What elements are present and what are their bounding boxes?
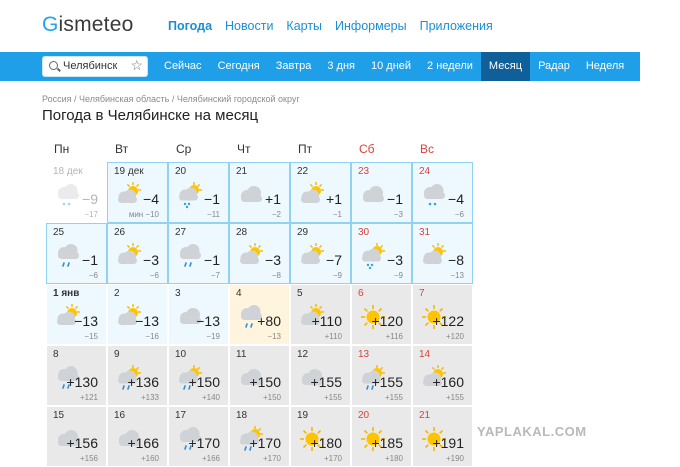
sun-snow-icon <box>358 241 388 271</box>
min-temperature: +133 <box>140 393 159 402</box>
max-temperature: +120 <box>371 313 403 329</box>
calendar-day-cell[interactable] <box>107 162 168 223</box>
min-temperature: −9 <box>393 271 403 280</box>
tab-now[interactable]: Сейчас <box>164 60 202 72</box>
day-date: 16 <box>114 410 126 421</box>
min-temperature: −2 <box>271 210 281 219</box>
max-temperature: +191 <box>432 435 464 451</box>
day-date: 12 <box>297 349 309 360</box>
day-date: 13 <box>358 349 370 360</box>
sun-cloud-icon <box>419 241 449 271</box>
min-temperature: −8 <box>271 271 281 280</box>
calendar-day-cell[interactable] <box>290 223 351 284</box>
favorite-star-icon[interactable]: ☆ <box>130 57 143 73</box>
day-date: 21 <box>236 166 248 177</box>
day-date: 5 <box>297 288 303 299</box>
min-temperature: −16 <box>145 332 159 341</box>
day-date: 21 <box>419 410 431 421</box>
day-date: 18 <box>236 410 248 421</box>
day-date: 8 <box>53 349 59 360</box>
day-date: 28 <box>236 227 248 238</box>
forecast-toolbar <box>0 52 673 81</box>
day-date: 27 <box>175 227 187 238</box>
max-temperature: +136 <box>127 374 159 390</box>
tab-10-days[interactable]: 10 дней <box>371 60 412 72</box>
day-date: 22 <box>297 166 309 177</box>
calendar-day-cell[interactable] <box>46 223 107 284</box>
city-search-value: Челябинск <box>63 60 118 72</box>
max-temperature: +155 <box>310 374 342 390</box>
min-temperature: −15 <box>84 332 98 341</box>
header <box>0 0 640 52</box>
min-temperature: +120 <box>445 332 464 341</box>
min-temperature: −6 <box>149 271 159 280</box>
tab-month[interactable]: Месяц <box>481 52 530 81</box>
min-temperature: +155 <box>323 393 342 402</box>
min-temperature: −13 <box>267 332 281 341</box>
calendar-day-cell[interactable] <box>46 162 107 223</box>
chevron-down-icon: ⌄ <box>665 62 673 71</box>
max-temperature: +110 <box>311 313 342 329</box>
day-date: 14 <box>419 349 431 360</box>
tab-more[interactable]: Ещё ⌄ <box>640 60 673 72</box>
max-temperature: +1 <box>326 191 342 207</box>
max-temperature: −8 <box>448 252 464 268</box>
max-temperature: +156 <box>66 435 98 451</box>
cloud-rain-icon <box>53 241 83 271</box>
calendar-day-cell[interactable] <box>168 345 229 406</box>
tab-week[interactable]: Неделя <box>585 60 625 72</box>
sun-cloud-icon <box>297 180 327 210</box>
calendar-day-cell[interactable] <box>229 162 290 223</box>
calendar-day-cell[interactable] <box>229 223 290 284</box>
nav-apps[interactable]: Приложения <box>419 19 493 33</box>
day-date: 19 дек <box>114 166 144 177</box>
sun-snow-icon <box>175 180 205 210</box>
calendar-day-cell[interactable] <box>107 345 168 406</box>
calendar-day-cell[interactable] <box>412 406 473 467</box>
min-temperature: +110 <box>324 332 342 341</box>
day-date: 6 <box>358 288 364 299</box>
tab-radar[interactable]: Радар <box>538 60 570 72</box>
calendar-day-cell[interactable] <box>351 345 412 406</box>
city-search-input[interactable] <box>42 56 148 77</box>
max-temperature: +130 <box>66 374 98 390</box>
max-temperature: +80 <box>257 313 281 329</box>
tab-2-weeks[interactable]: 2 недели <box>427 60 473 72</box>
nav-news[interactable]: Новости <box>225 19 274 33</box>
day-date: 15 <box>53 410 65 421</box>
day-date: 31 <box>419 227 431 238</box>
calendar-day-cell[interactable] <box>412 223 473 284</box>
max-temperature: −1 <box>82 252 98 268</box>
min-temperature: +155 <box>384 393 403 402</box>
max-temperature: +185 <box>371 435 403 451</box>
sun-cloud-icon <box>114 180 144 210</box>
weekday-mon: Пн <box>54 142 70 156</box>
day-date: 11 <box>236 349 247 360</box>
calendar-day-cell[interactable] <box>351 284 412 345</box>
max-temperature: +1 <box>265 191 281 207</box>
calendar-day-cell[interactable] <box>46 345 107 406</box>
weekday-tue: Вт <box>115 142 129 156</box>
day-date: 29 <box>297 227 309 238</box>
day-date: 17 <box>175 410 187 421</box>
main-nav <box>168 19 493 33</box>
min-temperature: +140 <box>201 393 220 402</box>
min-temperature: +116 <box>385 332 403 341</box>
calendar-day-cell[interactable] <box>412 162 473 223</box>
max-temperature: +122 <box>432 313 464 329</box>
calendar-day-cell[interactable] <box>290 284 351 345</box>
calendar-grid <box>46 162 473 467</box>
weekday-thu: Чт <box>237 142 251 156</box>
day-date: 3 <box>175 288 181 299</box>
day-date: 19 <box>297 410 309 421</box>
min-temperature: −13 <box>450 271 464 280</box>
gismeteo-logo[interactable]: Gismeteo <box>42 13 134 36</box>
calendar-day-cell[interactable] <box>412 345 473 406</box>
day-date: 24 <box>419 166 431 177</box>
max-temperature: +170 <box>249 435 281 451</box>
calendar-day-cell[interactable] <box>46 406 107 467</box>
cloud-snow-icon <box>53 180 83 210</box>
tab-tomorrow[interactable]: Завтра <box>275 60 312 72</box>
search-icon <box>49 61 58 70</box>
weekday-fri: Пт <box>298 142 313 156</box>
calendar-day-cell[interactable] <box>229 284 290 345</box>
day-date: 7 <box>419 288 425 299</box>
day-date: 20 <box>358 410 370 421</box>
month-calendar <box>46 134 476 461</box>
sun-cloud-icon <box>236 241 266 271</box>
max-temperature: +180 <box>310 435 342 451</box>
min-temperature: −6 <box>88 271 98 280</box>
sun-cloud-icon <box>297 241 327 271</box>
calendar-day-cell[interactable] <box>351 223 412 284</box>
calendar-day-cell[interactable] <box>107 406 168 467</box>
calendar-day-cell[interactable] <box>46 284 107 345</box>
calendar-day-cell[interactable] <box>168 162 229 223</box>
calendar-day-cell[interactable] <box>351 406 412 467</box>
period-tabs <box>156 52 680 81</box>
min-temperature: +155 <box>445 393 464 402</box>
day-date: 30 <box>358 227 370 238</box>
min-temperature: −19 <box>206 332 220 341</box>
day-date: 18 дек <box>53 166 83 177</box>
calendar-day-cell[interactable] <box>290 162 351 223</box>
calendar-day-cell[interactable] <box>168 223 229 284</box>
max-temperature: −1 <box>387 191 403 207</box>
max-temperature: −3 <box>143 252 159 268</box>
calendar-day-cell[interactable] <box>107 223 168 284</box>
max-temperature: +170 <box>188 435 220 451</box>
calendar-day-cell[interactable] <box>290 345 351 406</box>
max-temperature: +150 <box>249 374 281 390</box>
calendar-day-cell[interactable] <box>168 406 229 467</box>
calendar-day-cell[interactable] <box>229 406 290 467</box>
cloud-icon <box>358 180 388 210</box>
min-temperature: мин −10 <box>128 210 159 219</box>
tab-3-days[interactable]: 3 дня <box>327 60 355 72</box>
min-temperature: −9 <box>332 271 342 280</box>
day-date: 26 <box>114 227 126 238</box>
day-date: 25 <box>53 227 65 238</box>
min-temperature: −3 <box>393 210 403 219</box>
min-temperature: +121 <box>79 393 98 402</box>
max-temperature: −3 <box>387 252 403 268</box>
nav-weather[interactable]: Погода <box>168 19 213 33</box>
max-temperature: −3 <box>265 252 281 268</box>
day-date: 2 <box>114 288 120 299</box>
sun-cloud-icon <box>114 241 144 271</box>
weekday-sun: Вс <box>420 142 435 156</box>
max-temperature: −13 <box>74 313 98 329</box>
max-temperature: −1 <box>204 252 220 268</box>
min-temperature: +170 <box>262 454 281 463</box>
day-date: 10 <box>175 349 187 360</box>
max-temperature: +160 <box>432 374 464 390</box>
min-temperature: −6 <box>454 210 464 219</box>
max-temperature: −13 <box>196 313 220 329</box>
nav-informers[interactable]: Информеры <box>335 19 407 33</box>
calendar-day-cell[interactable] <box>229 345 290 406</box>
day-date: 4 <box>236 288 242 299</box>
weekday-wed: Ср <box>176 142 192 156</box>
min-temperature: +156 <box>79 454 98 463</box>
nav-maps[interactable]: Карты <box>286 19 323 33</box>
day-date: 23 <box>358 166 370 177</box>
calendar-day-cell[interactable] <box>107 284 168 345</box>
watermark: YAPLAKAL.COM <box>477 424 587 439</box>
cloud-icon <box>236 180 266 210</box>
max-temperature: −4 <box>143 191 159 207</box>
max-temperature: −4 <box>448 191 464 207</box>
max-temperature: −13 <box>135 313 159 329</box>
max-temperature: −9 <box>82 191 98 207</box>
min-temperature: +166 <box>201 454 220 463</box>
calendar-day-cell[interactable] <box>412 284 473 345</box>
day-date: 1 янв <box>53 288 80 299</box>
min-temperature: +180 <box>384 454 403 463</box>
page-title: Погода в Челябинске на месяц <box>42 107 259 124</box>
day-date: 20 <box>175 166 187 177</box>
max-temperature: +155 <box>371 374 403 390</box>
weekday-sat: Сб <box>359 142 375 156</box>
calendar-day-cell[interactable] <box>290 406 351 467</box>
min-temperature: +170 <box>323 454 342 463</box>
min-temperature: −11 <box>207 210 220 219</box>
max-temperature: +166 <box>127 435 159 451</box>
tab-today[interactable]: Сегодня <box>217 60 260 72</box>
max-temperature: −7 <box>326 252 342 268</box>
min-temperature: −17 <box>84 210 98 219</box>
day-date: 9 <box>114 349 120 360</box>
min-temperature: +160 <box>140 454 159 463</box>
calendar-day-cell[interactable] <box>168 284 229 345</box>
min-temperature: +190 <box>445 454 464 463</box>
calendar-day-cell[interactable] <box>351 162 412 223</box>
cloud-snow-icon <box>419 180 449 210</box>
breadcrumb: Россия / Челябинская область / Челябинский городской округ <box>42 94 300 104</box>
max-temperature: −1 <box>204 191 220 207</box>
min-temperature: −7 <box>210 271 220 280</box>
cloud-rain-icon <box>175 241 205 271</box>
min-temperature: −1 <box>332 210 342 219</box>
max-temperature: +150 <box>188 374 220 390</box>
min-temperature: +150 <box>262 393 281 402</box>
